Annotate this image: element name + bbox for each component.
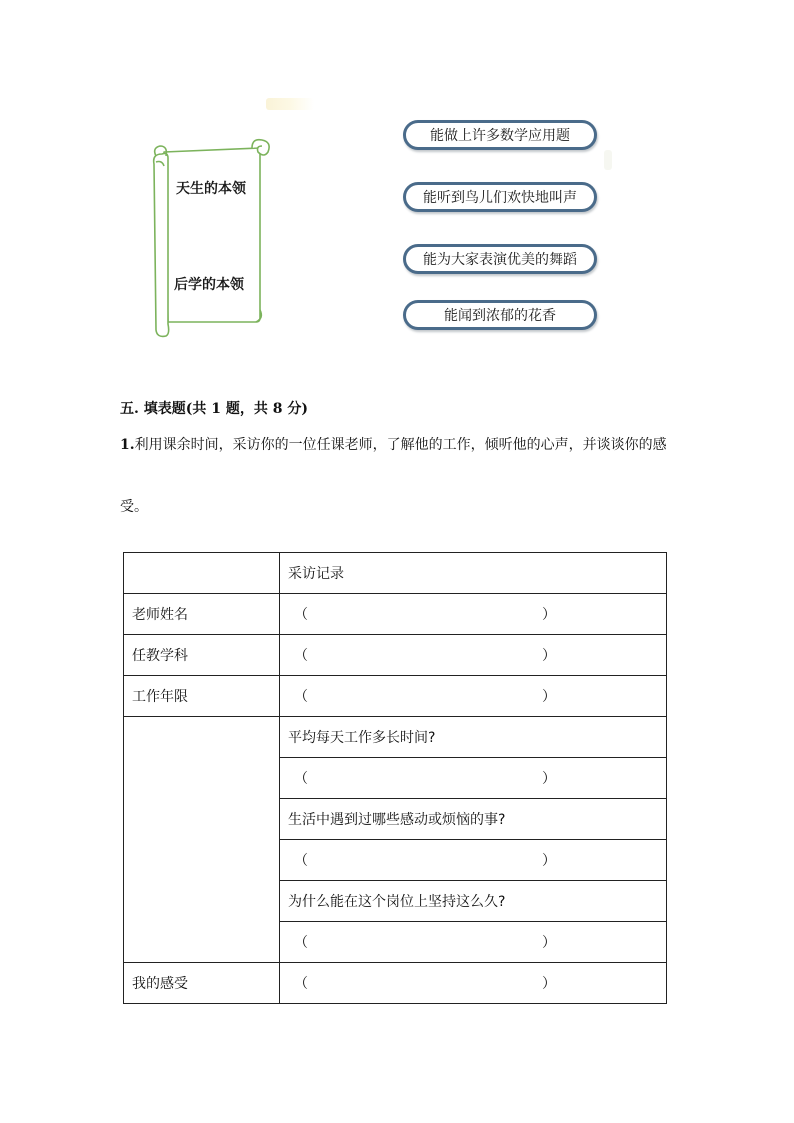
- paren-open: （: [294, 771, 308, 787]
- decorative-smudge: [266, 98, 314, 110]
- scroll-illustration: [148, 134, 276, 340]
- question-prompt-work-hours: 平均每天工作多长时间?: [280, 717, 667, 758]
- table-row: [124, 635, 667, 676]
- paren-open: （: [294, 689, 308, 705]
- paren-close: ）: [542, 853, 556, 869]
- scroll-graphic: [148, 134, 276, 340]
- answer-field-life-events[interactable]: [280, 840, 667, 881]
- scroll-label-innate: 天生的本领: [176, 181, 246, 197]
- answer-field-work-hours[interactable]: [280, 758, 667, 799]
- table-cell-empty: [124, 553, 280, 594]
- paren-close: ）: [542, 976, 556, 992]
- option-pill-birds[interactable]: 能听到鸟儿们欢快地叫声: [403, 182, 597, 212]
- row-label-teacher-name: 老师姓名: [124, 594, 280, 635]
- paren-open: （: [294, 853, 308, 869]
- question-body: 利用课余时间，采访你的一位任课老师，了解他的工作，倾听他的心声，并谈谈你的感受。: [120, 437, 667, 515]
- row-label-years: 工作年限: [124, 676, 280, 717]
- decorative-smudge: [604, 150, 612, 170]
- question-text: [120, 414, 680, 538]
- question-number: 1.: [120, 437, 135, 453]
- table-cell-empty-merged: [124, 717, 280, 963]
- option-pill-flowers[interactable]: 能闻到浓郁的花香: [403, 300, 597, 330]
- paren-close: ）: [542, 771, 556, 787]
- answer-field-years[interactable]: [280, 676, 667, 717]
- question-prompt-persistence: 为什么能在这个岗位上坚持这么久?: [280, 881, 667, 922]
- table-row: [124, 594, 667, 635]
- answer-field-teacher-name[interactable]: [280, 594, 667, 635]
- row-label-feeling: 我的感受: [124, 963, 280, 1004]
- paren-open: （: [294, 648, 308, 664]
- paren-close: ）: [542, 689, 556, 705]
- question-prompt-life-events: 生活中遇到过哪些感动或烦恼的事?: [280, 799, 667, 840]
- option-pill-math[interactable]: 能做上许多数学应用题: [403, 120, 597, 150]
- paren-close: ）: [542, 935, 556, 951]
- row-label-subject: 任教学科: [124, 635, 280, 676]
- answer-field-subject[interactable]: [280, 635, 667, 676]
- scroll-label-learned: 后学的本领: [174, 277, 244, 293]
- paren-close: ）: [542, 648, 556, 664]
- section-title: 五. 填表题(共 1 题，共 8 分): [120, 401, 308, 417]
- table-row: [124, 676, 667, 717]
- answer-field-feeling[interactable]: [280, 963, 667, 1004]
- answer-field-persistence[interactable]: [280, 922, 667, 963]
- paren-open: （: [294, 976, 308, 992]
- interview-table: [123, 552, 667, 1004]
- paren-open: （: [294, 607, 308, 623]
- paren-open: （: [294, 935, 308, 951]
- table-row: [124, 717, 667, 758]
- table-header: 采访记录: [280, 553, 667, 594]
- option-pill-dance[interactable]: 能为大家表演优美的舞蹈: [403, 244, 597, 274]
- table-row: [124, 553, 667, 594]
- table-row: [124, 963, 667, 1004]
- paren-close: ）: [542, 607, 556, 623]
